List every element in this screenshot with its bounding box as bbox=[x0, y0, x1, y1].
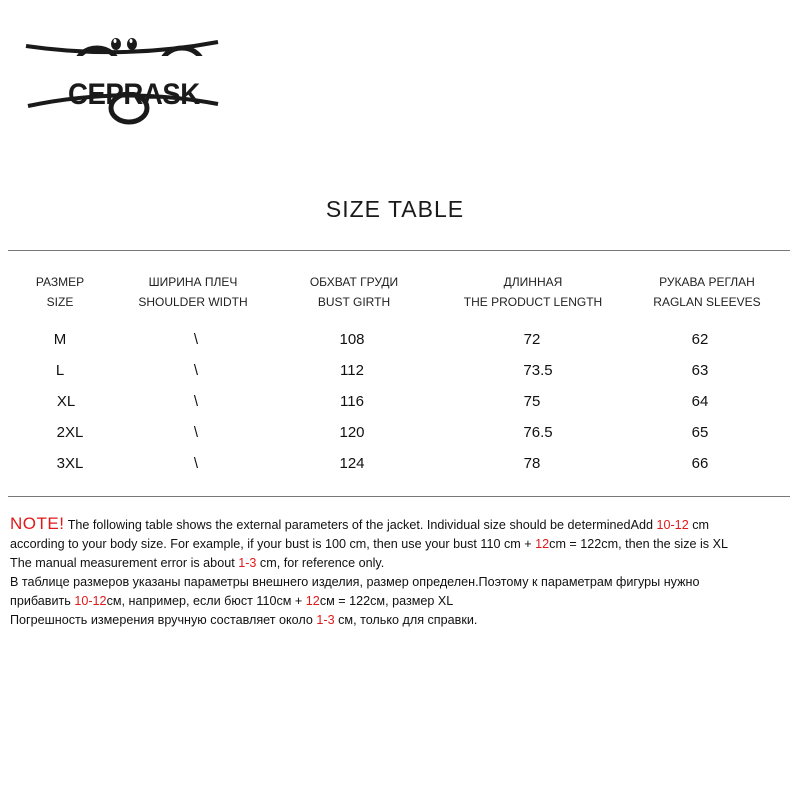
header-shoulder-en: SHOULDER WIDTH bbox=[138, 295, 248, 309]
note-text: The following table shows the external parameters of the jacket. Individual size should be determinedAdd bbox=[64, 518, 657, 532]
cell-sleeves: 64 bbox=[691, 393, 709, 410]
cell-length: 78 bbox=[523, 455, 541, 472]
header-bust-girth bbox=[310, 272, 398, 312]
note-line-5 bbox=[10, 592, 790, 611]
cell-sleeves: 66 bbox=[691, 455, 709, 472]
table-top-divider bbox=[8, 250, 790, 251]
note-label: NOTE! bbox=[10, 514, 65, 533]
header-size-ru: РАЗМЕР bbox=[35, 275, 85, 289]
header-size-en: SIZE bbox=[46, 295, 74, 309]
header-length-ru: ДЛИННАЯ bbox=[503, 275, 563, 289]
table-bottom-divider bbox=[8, 496, 790, 497]
cell-sleeves: 62 bbox=[691, 331, 709, 348]
note-highlight: 10-12 bbox=[74, 594, 107, 608]
cell-size: 3XL bbox=[56, 455, 84, 472]
cell-bust: 120 bbox=[339, 424, 365, 441]
note-text: according to your body size. For example, if your bust is 100 cm, then use your bust 110 cm + bbox=[10, 537, 536, 551]
header-size bbox=[36, 272, 84, 312]
notes-block bbox=[10, 514, 790, 630]
note-line-6 bbox=[10, 611, 790, 630]
cell-bust: 116 bbox=[340, 393, 364, 410]
cell-shoulder: \ bbox=[193, 362, 199, 379]
cell-size: L bbox=[55, 362, 65, 379]
cell-bust: 124 bbox=[339, 455, 365, 472]
header-shoulder-ru: ШИРИНА ПЛЕЧ bbox=[148, 275, 238, 289]
header-product-length bbox=[464, 272, 602, 312]
note-text: cm = 122cm, then the size is XL bbox=[549, 537, 728, 551]
header-shoulder-width bbox=[138, 272, 247, 312]
cell-shoulder: \ bbox=[193, 455, 199, 472]
note-highlight: 1-3 bbox=[238, 556, 257, 570]
note-text: cm bbox=[688, 518, 709, 532]
brand-name: CEPRASK bbox=[68, 78, 200, 111]
note-text: cm, for reference only. bbox=[256, 556, 385, 570]
cell-size: 2XL bbox=[56, 424, 84, 441]
note-line-4 bbox=[10, 573, 790, 592]
note-line-3 bbox=[10, 554, 790, 573]
cell-length: 72 bbox=[523, 331, 541, 348]
header-sleeves-ru: РУКАВА РЕГЛАН bbox=[659, 275, 755, 289]
cell-length: 76.5 bbox=[523, 424, 553, 441]
cell-bust: 112 bbox=[340, 362, 364, 379]
note-text: Погрешность измерения вручную составляет около bbox=[10, 613, 317, 627]
header-length-en: THE PRODUCT LENGTH bbox=[463, 295, 603, 309]
cell-shoulder: \ bbox=[193, 331, 199, 348]
note-highlight: 1-3 bbox=[316, 613, 335, 627]
note-highlight: 10-12 bbox=[656, 518, 689, 532]
note-line-1 bbox=[10, 514, 790, 535]
cell-size: M bbox=[53, 331, 67, 348]
cell-shoulder: \ bbox=[193, 393, 199, 410]
note-highlight: 12 bbox=[305, 594, 320, 608]
note-text: The manual measurement error is about bbox=[10, 556, 239, 570]
note-text: см, например, если бюст 110см + bbox=[106, 594, 306, 608]
header-bust-en: BUST GIRTH bbox=[317, 295, 391, 309]
note-line-2 bbox=[10, 535, 790, 554]
cell-length: 75 bbox=[523, 393, 541, 410]
cell-sleeves: 65 bbox=[691, 424, 709, 441]
cell-shoulder: \ bbox=[193, 424, 199, 441]
note-text: см = 122см, размер XL bbox=[319, 594, 454, 608]
note-text: см, только для справки. bbox=[334, 613, 478, 627]
note-text: прибавить bbox=[10, 594, 75, 608]
brand-logo bbox=[22, 20, 222, 125]
header-sleeves-en: RAGLAN SLEEVES bbox=[653, 295, 761, 309]
header-raglan-sleeves bbox=[653, 272, 760, 312]
header-bust-ru: ОБХВАТ ГРУДИ bbox=[309, 275, 399, 289]
note-highlight: 12 bbox=[535, 537, 550, 551]
note-text: В таблице размеров указаны параметры внешнего изделия, размер определен.Поэтому к параметрам фигуры нужно bbox=[10, 575, 700, 589]
cell-size: XL bbox=[56, 393, 76, 410]
cell-sleeves: 63 bbox=[691, 362, 709, 379]
cell-bust: 108 bbox=[339, 331, 365, 348]
page-title: SIZE TABLE bbox=[325, 196, 465, 222]
cell-length: 73.5 bbox=[523, 362, 553, 379]
